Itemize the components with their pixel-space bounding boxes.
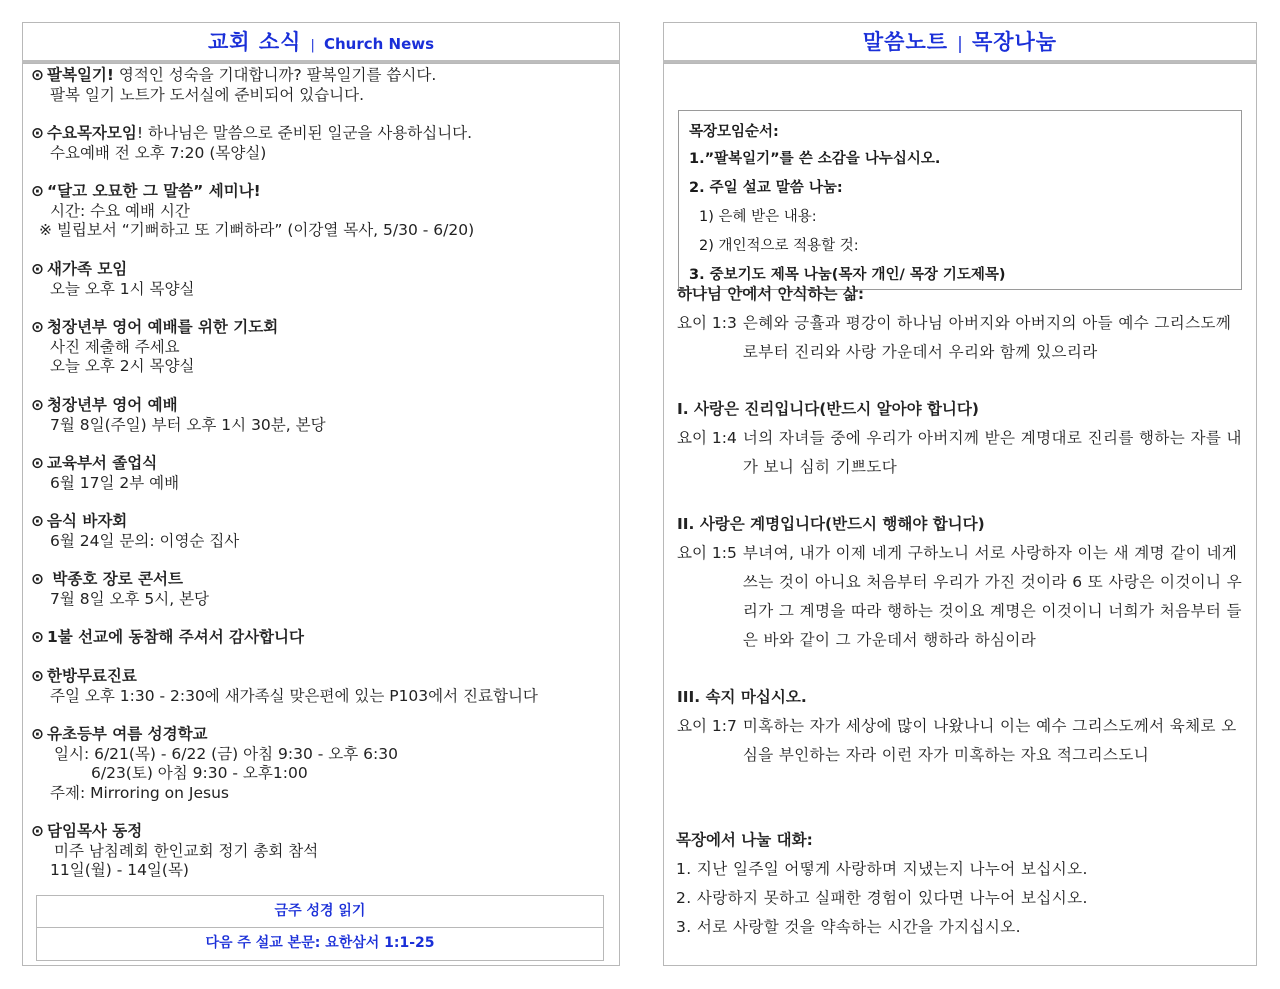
news-line: 팔복 일기 노트가 도서실에 준비되어 있습니다. xyxy=(50,85,365,104)
news-item xyxy=(31,260,611,299)
bullet-icon: ⊙ xyxy=(31,667,44,685)
news-item xyxy=(31,725,611,803)
news-item xyxy=(31,512,611,551)
verse-ref: 요이 1:5 xyxy=(677,544,737,562)
church-news-body xyxy=(22,63,620,966)
news-note: ※ 빌립보서 “기뻐하고 또 기뻐하라” (이강열 목사, 5/30 - 6/20) xyxy=(39,221,475,239)
news-line: 일시: 6/21(목) - 6/22 (금) 아침 9:30 - 오후 6:30 xyxy=(54,744,398,763)
verse-text: 은혜와 긍휼과 평강이 하나님 아버지와 아버지의 아들 예수 그리스도께로부터 진리와 사랑 가운데서 우리와 함께 있으리라 xyxy=(742,314,1232,361)
bullet-icon: ⊙ xyxy=(31,822,44,840)
news-title: 박종호 장로 콘서트 xyxy=(47,570,183,588)
news-item xyxy=(31,667,611,706)
news-item xyxy=(31,454,611,493)
meeting-order-title: 목장모임순서: xyxy=(689,124,779,140)
sermon-point xyxy=(677,683,1246,770)
sharing-question: 2. 사랑하지 못하고 실패한 경험이 있다면 나누어 보십시오. xyxy=(676,889,1088,907)
sermon-note-header xyxy=(663,22,1257,61)
church-news-header xyxy=(22,22,620,61)
news-title: 수요목자모임 xyxy=(47,124,137,142)
news-line: 사진 제출해 주세요 xyxy=(50,337,180,356)
weekly-reading-label: 금주 성경 읽기 xyxy=(274,903,366,919)
news-title: 음식 바자회 xyxy=(47,512,128,530)
news-title: 팔복일기! xyxy=(47,66,114,84)
sharing-question: 3. 서로 사랑할 것을 약속하는 시간을 가지십시오. xyxy=(676,918,1021,936)
bullet-icon: ⊙ xyxy=(31,318,44,336)
point-heading: II. 사랑은 계명입니다(반드시 행해야 합니다) xyxy=(677,515,985,533)
bullet-icon: ⊙ xyxy=(31,570,44,588)
news-title: 청장년부 영어 예배 xyxy=(47,396,178,414)
header-separator: | xyxy=(957,34,963,54)
meeting-order-item: 2. 주일 설교 말씀 나눔: xyxy=(689,180,843,196)
news-title: 교육부서 졸업식 xyxy=(47,454,158,472)
point-heading: III. 속지 마십시오. xyxy=(677,688,807,706)
news-title-rest: 영적인 성숙을 기대합니까? 팔복일기를 씁시다. xyxy=(113,66,437,84)
meeting-order-subitem: 1) 은혜 받은 내용: xyxy=(699,209,817,225)
news-title: 1불 선교에 동참해 주셔서 감사합니다 xyxy=(47,628,304,646)
meeting-order-subitem: 2) 개인적으로 적용할 것: xyxy=(699,238,859,254)
news-title: 담임목사 동정 xyxy=(47,822,143,840)
verse-ref: 요이 1:3 xyxy=(677,314,737,332)
bullet-icon: ⊙ xyxy=(31,124,44,142)
news-item xyxy=(31,318,611,377)
bullet-icon: ⊙ xyxy=(31,260,44,278)
news-line: 오늘 오후 2시 목양실 xyxy=(50,357,195,375)
bullet-icon: ⊙ xyxy=(31,396,44,414)
sharing-question: 1. 지난 일주일 어떻게 사랑하며 지냈는지 나누어 보십시오. xyxy=(676,860,1088,878)
church-news-title-ko: 교회 소식 xyxy=(207,30,302,54)
news-line: 오늘 오후 1시 목양실 xyxy=(50,279,195,298)
church-news-title-en: Church News xyxy=(323,35,435,53)
news-line: 미주 남침례회 한인교회 정기 총회 참석 xyxy=(54,841,319,860)
verse-text: 너의 자녀들 중에 우리가 아버지께 받은 계명대로 진리를 행하는 자를 내가 보니 심히 기쁘도다 xyxy=(742,429,1242,476)
verse xyxy=(677,539,1246,655)
point-heading: I. 사랑은 진리입니다(반드시 알아야 합니다) xyxy=(677,400,979,418)
sermon-title: 하나님 안에서 안식하는 삶: xyxy=(677,285,865,303)
verse-ref: 요이 1:4 xyxy=(677,429,737,447)
meeting-order-box xyxy=(678,110,1242,290)
sermon-note-panel xyxy=(663,22,1257,966)
news-line: 수요예배 전 오후 7:20 (목양실) xyxy=(50,143,267,162)
next-sermon-text: 다음 주 설교 본문: 요한삼서 1:1-25 xyxy=(37,927,603,959)
sermon-point xyxy=(677,510,1246,655)
bullet-icon: ⊙ xyxy=(31,628,44,646)
sermon-intro xyxy=(677,280,1246,367)
news-title: 청장년부 영어 예배를 위한 기도회 xyxy=(47,318,279,336)
news-item xyxy=(31,182,611,241)
sharing-title: 목장에서 나눌 대화: xyxy=(676,831,813,849)
news-item xyxy=(31,396,611,435)
sermon-note-title: 말씀노트 xyxy=(862,30,949,54)
news-line: 주일 오후 1:30 - 2:30에 새가족실 맞은편에 있는 P103에서 진료합니다 xyxy=(50,686,538,705)
verse-text: 미혹하는 자가 세상에 많이 나왔나니 이는 예수 그리스도께서 육체로 오심을 부인하는 자라 이런 자가 미혹하는 자요 적그리스도니 xyxy=(742,717,1237,764)
news-title: 유초등부 여름 성경학교 xyxy=(47,725,208,743)
news-line: 6월 24일 문의: 이영순 집사 xyxy=(50,531,240,550)
bible-reading-box xyxy=(36,895,604,961)
bullet-icon: ⊙ xyxy=(31,725,44,743)
news-item xyxy=(31,66,611,105)
news-line: 7월 8일(주일) 부터 오후 1시 30분, 본당 xyxy=(50,415,326,434)
news-item xyxy=(31,628,611,648)
cell-sharing-title: 목장나눔 xyxy=(971,30,1058,54)
news-item xyxy=(31,124,611,163)
news-title: “달고 오묘한 그 말씀” 세미나! xyxy=(47,182,261,200)
church-news-panel xyxy=(22,22,620,966)
news-line: 7월 8일 오후 5시, 본당 xyxy=(50,589,210,608)
news-item xyxy=(31,822,611,881)
sharing-section xyxy=(676,826,1247,942)
bullet-icon: ⊙ xyxy=(31,454,44,472)
news-title-rest: ! 하나님은 말씀으로 준비된 일군을 사용하십니다. xyxy=(136,124,473,142)
verse-text: 부녀여, 내가 이제 네게 구하노니 서로 사랑하자 이는 새 계명 같이 네게 쓰는 것이 아니요 처음부터 우리가 가진 것이라 6 또 사랑은 이것이니 우리가 그 계명을 따라 행하는 것이요 계명은 이것이니 너희가 처음부터 들은 바와 같이 그 가운데서 행하라 하심이라 xyxy=(742,544,1243,649)
verse-ref: 요이 1:7 xyxy=(677,717,737,735)
verse xyxy=(677,309,1246,367)
meeting-order-item: 3. 중보기도 제목 나눔(목자 개인/ 목장 기도제목) xyxy=(689,267,1006,283)
news-line: 6/23(토) 아침 9:30 - 오후1:00 xyxy=(91,764,308,782)
news-title: 한방무료진료 xyxy=(47,667,137,685)
news-title: 새가족 모임 xyxy=(47,260,128,278)
sermon-point xyxy=(677,395,1246,482)
verse xyxy=(677,712,1246,770)
news-line: 시간: 수요 예배 시간 xyxy=(50,201,190,220)
header-separator: | xyxy=(310,38,315,53)
verse xyxy=(677,424,1246,482)
news-line: 6월 17일 2부 예배 xyxy=(50,473,180,492)
bullet-icon: ⊙ xyxy=(31,66,44,84)
news-item xyxy=(31,570,611,609)
bullet-icon: ⊙ xyxy=(31,512,44,530)
news-line: 11일(월) - 14일(목) xyxy=(50,861,189,879)
news-line: 주제: Mirroring on Jesus xyxy=(50,783,229,802)
meeting-order-item: 1.”팔복일기”를 쓴 소감을 나누십시오. xyxy=(689,151,941,167)
bullet-icon: ⊙ xyxy=(31,182,44,200)
